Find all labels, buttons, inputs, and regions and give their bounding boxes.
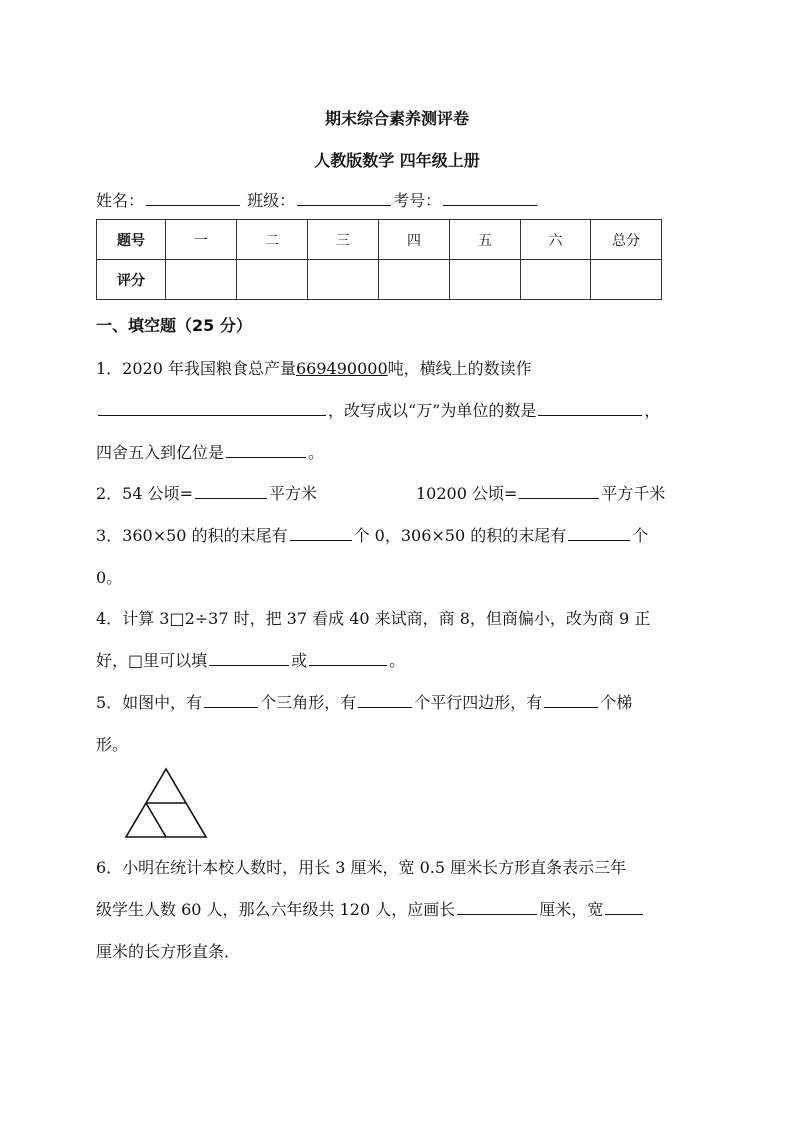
score-cell[interactable] xyxy=(237,260,308,300)
underlined-number: 669490000 xyxy=(296,359,388,378)
question-text: 个梯 xyxy=(600,693,633,712)
id-label: 考号： xyxy=(393,191,442,210)
question-1-line-2 xyxy=(96,398,660,421)
question-text: 好，□里可以填 xyxy=(96,651,208,670)
name-blank[interactable] xyxy=(146,189,240,206)
answer-blank[interactable] xyxy=(519,482,599,499)
question-text: 个 xyxy=(632,526,649,545)
question-text: 。 xyxy=(308,443,325,462)
answer-blank[interactable] xyxy=(98,399,326,416)
question-1-line-1 xyxy=(96,356,532,379)
answer-blank[interactable] xyxy=(309,649,387,666)
question-5-line-1 xyxy=(96,690,632,713)
question-text: 1．2020 年我国粮食总产量 xyxy=(96,359,296,378)
question-text: ，改写成以“万”为单位的数是 xyxy=(328,401,537,420)
inner-segment xyxy=(146,803,166,837)
question-text: 10200 公顷= xyxy=(416,484,518,503)
score-cell[interactable] xyxy=(379,260,450,300)
question-text: 平方千米 xyxy=(601,484,666,503)
score-cell[interactable] xyxy=(521,260,591,300)
question-2-line-1-right xyxy=(416,481,665,504)
question-text: 形。 xyxy=(96,735,129,754)
score-header-cell: 一 xyxy=(166,220,237,260)
score-cell[interactable] xyxy=(308,260,379,300)
score-header-cell: 六 xyxy=(521,220,591,260)
answer-blank[interactable] xyxy=(204,691,258,708)
exam-title: 期末综合素养测评卷 xyxy=(324,109,469,128)
question-text: 级学生人数 60 人，那么六年级共 120 人，应画长 xyxy=(96,900,456,919)
answer-blank[interactable] xyxy=(568,524,630,541)
answer-blank[interactable] xyxy=(605,898,643,915)
question-text: 厘米的长方形直条． xyxy=(96,942,241,961)
score-header-cell: 总分 xyxy=(591,220,662,260)
question-text: 5．如图中，有 xyxy=(96,693,203,712)
question-text: 个 0，306×50 的积的末尾有 xyxy=(353,526,567,545)
score-cell[interactable] xyxy=(450,260,521,300)
score-header-cell: 三 xyxy=(308,220,379,260)
answer-blank[interactable] xyxy=(544,691,598,708)
question-1-line-3 xyxy=(96,440,324,463)
question-6-line-1 xyxy=(96,855,626,878)
question-2-line-1 xyxy=(96,481,317,504)
score-table xyxy=(96,219,662,300)
answer-blank[interactable] xyxy=(358,691,412,708)
question-text: 2．54 公顷= xyxy=(96,484,194,503)
class-label: 班级： xyxy=(247,191,296,210)
question-6-line-2 xyxy=(96,897,645,920)
score-header-cell: 四 xyxy=(379,220,450,260)
answer-blank[interactable] xyxy=(226,441,306,458)
question-4-line-1 xyxy=(96,606,650,629)
class-blank[interactable] xyxy=(297,189,391,206)
question-text: 或 xyxy=(291,651,308,670)
question-text: 3．360×50 的积的末尾有 xyxy=(96,526,288,545)
answer-blank[interactable] xyxy=(457,898,537,915)
question-4-line-2 xyxy=(96,648,405,671)
question-text: 4．计算 3□2÷37 时，把 37 看成 40 来试商，商 8，但商偏小，改为商 9 正 xyxy=(96,609,651,628)
score-header-cell: 题号 xyxy=(97,220,166,260)
score-cell[interactable] xyxy=(591,260,662,300)
question-5-line-2 xyxy=(96,732,128,755)
answer-blank[interactable] xyxy=(195,482,267,499)
score-cell[interactable] xyxy=(166,260,237,300)
name-label: 姓名： xyxy=(96,191,145,210)
question-text: 个平行四边形，有 xyxy=(414,693,543,712)
question-text: 吨，横线上的数读作 xyxy=(387,359,532,378)
exam-subtitle: 人教版数学 四年级上册 xyxy=(314,151,480,170)
question-text: 。 xyxy=(389,651,406,670)
score-header-cell: 五 xyxy=(450,220,521,260)
question-text: 0。 xyxy=(96,568,123,587)
score-table-score-row xyxy=(97,260,662,300)
answer-blank[interactable] xyxy=(290,524,352,541)
question-6-line-3 xyxy=(96,939,240,962)
question-text: 平方米 xyxy=(269,484,318,503)
student-info-line xyxy=(96,188,539,211)
score-row-label: 评分 xyxy=(97,260,166,300)
question-text: 6．小明在统计本校人数时，用长 3 厘米，宽 0.5 厘米长方形直条表示三年 xyxy=(96,858,627,877)
answer-blank[interactable] xyxy=(538,399,642,416)
question-text: 厘米，宽 xyxy=(539,900,604,919)
question-text: 个三角形，有 xyxy=(260,693,357,712)
answer-blank[interactable] xyxy=(209,649,289,666)
section-heading: 一、填空题（25 分） xyxy=(96,316,252,335)
question-text: 四舍五入到亿位是 xyxy=(96,443,225,462)
triangle-figure xyxy=(122,766,212,840)
question-3-line-2 xyxy=(96,565,122,588)
score-header-cell: 二 xyxy=(237,220,308,260)
question-3-line-1 xyxy=(96,523,648,546)
question-text: ， xyxy=(644,401,661,420)
score-table-header-row xyxy=(97,220,662,260)
id-blank[interactable] xyxy=(443,189,537,206)
